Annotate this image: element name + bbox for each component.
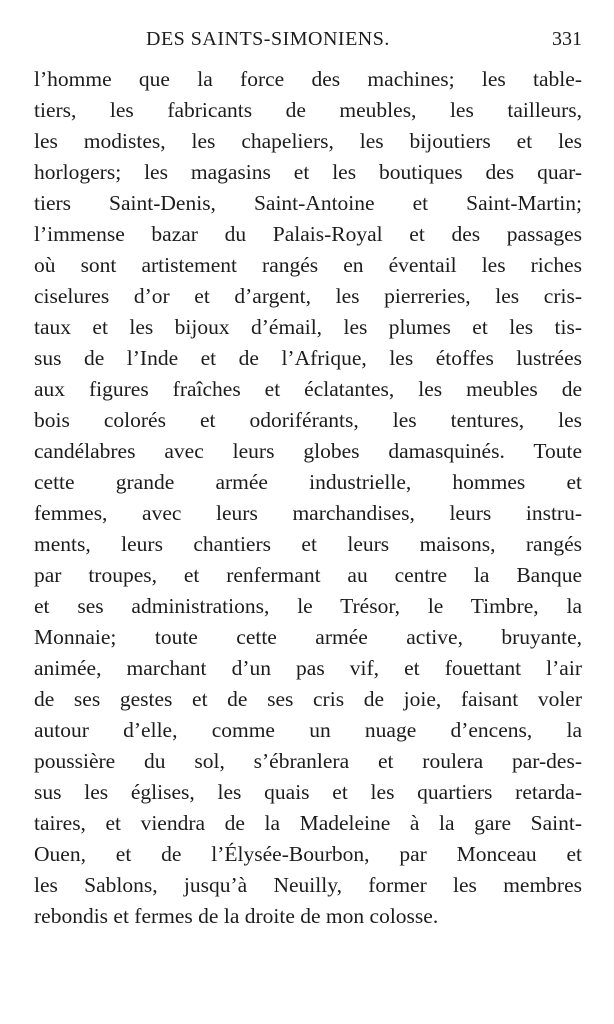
text-line: horlogers; les magasins et les boutiques des quar- bbox=[34, 160, 582, 184]
text-line: Monnaie; toute cette armée active, bruyante, bbox=[34, 625, 582, 649]
text-line: sus les églises, les quais et les quartiers retarda- bbox=[34, 780, 582, 804]
text-line: tiers Saint-Denis, Saint-Antoine et Saint-Martin; bbox=[34, 191, 582, 215]
text-line: aux figures fraîches et éclatantes, les meubles de bbox=[34, 377, 582, 401]
text-line: et ses administrations, le Trésor, le Timbre, la bbox=[34, 594, 582, 618]
text-line: taux et les bijoux d’émail, les plumes et les tis- bbox=[34, 315, 582, 339]
text-line: où sont artistement rangés en éventail les riches bbox=[34, 253, 582, 277]
page-number: 331 bbox=[552, 28, 582, 50]
text-line: animée, marchant d’un pas vif, et fouettant l’air bbox=[34, 656, 582, 680]
text-line: candélabres avec leurs globes damasquinés. Toute bbox=[34, 439, 582, 463]
text-line: tiers, les fabricants de meubles, les tailleurs, bbox=[34, 98, 582, 122]
text-line: les modistes, les chapeliers, les bijoutiers et les bbox=[34, 129, 582, 153]
text-line: sus de l’Inde et de l’Afrique, les étoffes lustrées bbox=[34, 346, 582, 370]
body-text bbox=[34, 64, 582, 932]
text-line: ments, leurs chantiers et leurs maisons, rangés bbox=[34, 532, 582, 556]
text-line: par troupes, et renfermant au centre la Banque bbox=[34, 563, 582, 587]
text-line: cette grande armée industrielle, hommes et bbox=[34, 470, 582, 494]
text-line: l’immense bazar du Palais-Royal et des passages bbox=[34, 222, 582, 246]
text-line: l’homme que la force des machines; les table- bbox=[34, 67, 582, 91]
running-title: DES SAINTS-SIMONIENS. bbox=[146, 28, 390, 50]
running-header bbox=[34, 28, 582, 58]
text-line: femmes, avec leurs marchandises, leurs instru- bbox=[34, 501, 582, 525]
text-line: poussière du sol, s’ébranlera et roulera par-des- bbox=[34, 749, 582, 773]
text-line: ciselures d’or et d’argent, les pierreries, les cris- bbox=[34, 284, 582, 308]
text-line: taires, et viendra de la Madeleine à la gare Saint- bbox=[34, 811, 582, 835]
text-line: autour d’elle, comme un nuage d’encens, la bbox=[34, 718, 582, 742]
text-line: bois colorés et odoriférants, les tentures, les bbox=[34, 408, 582, 432]
text-line: Ouen, et de l’Élysée-Bourbon, par Monceau et bbox=[34, 842, 582, 866]
text-line: de ses gestes et de ses cris de joie, faisant voler bbox=[34, 687, 582, 711]
text-line: les Sablons, jusqu’à Neuilly, former les membres bbox=[34, 873, 582, 897]
text-line: rebondis et fermes de la droite de mon colosse. bbox=[34, 904, 439, 928]
